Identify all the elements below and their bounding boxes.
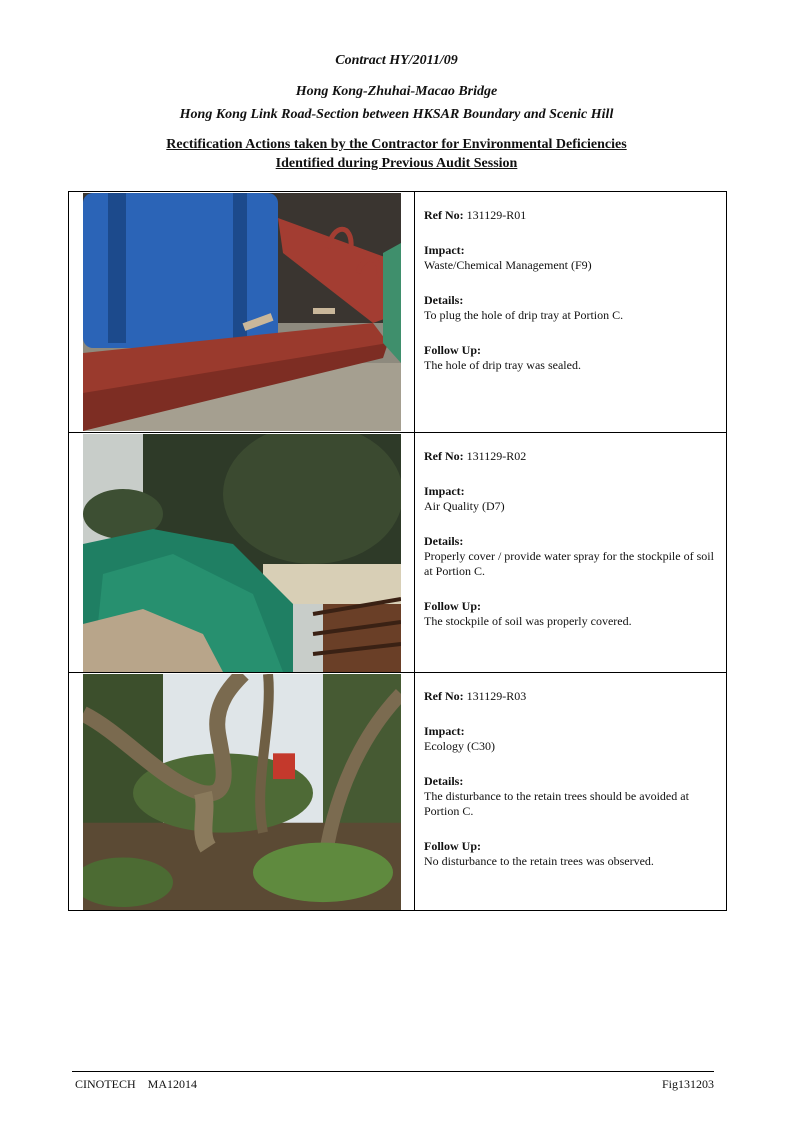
ref-label: Ref No: [424,208,464,222]
follow-up-value: The hole of drip tray was sealed. [424,358,581,372]
details-value: To plug the hole of drip tray at Portion C. [424,308,624,322]
details-label: Details: [424,774,464,788]
follow-up-label: Follow Up: [424,839,481,853]
follow-up-label: Follow Up: [424,343,481,357]
project-name: Hong Kong-Zhuhai-Macao Bridge [295,84,498,99]
impact-label: Impact: [424,724,465,738]
ref-number: 131129-R02 [466,449,527,463]
ref-label: Ref No: [424,689,464,703]
details-label: Details: [424,534,464,548]
retained-trees-photo [83,674,401,910]
ref-number: 131129-R01 [466,208,527,222]
details-value: The disturbance to the retain trees should be avoided at Portion C. [424,789,689,818]
impact-value: Ecology (C30) [424,739,495,753]
record-info [424,689,724,889]
impact-value: Waste/Chemical Management (F9) [424,258,592,272]
follow-up-value: No disturbance to the retain trees was observed. [424,854,654,868]
record-info [424,449,724,649]
details-value: Properly cover / provide water spray for the stockpile of soil at Portion C. [424,549,714,578]
follow-up-value: The stockpile of soil was properly covered. [424,614,632,628]
page-title-line1: Rectification Actions taken by the Contractor for Environmental Deficiencies [166,137,627,152]
impact-value: Air Quality (D7) [424,499,505,513]
photo-cell [69,433,415,673]
rectification-table [68,191,727,911]
impact-label: Impact: [424,484,465,498]
project-section: Hong Kong Link Road-Section between HKSAR Boundary and Scenic Hill [179,107,614,122]
ref-label: Ref No: [424,449,464,463]
page-title-line2: Identified during Previous Audit Session [275,156,518,171]
footer-figure-number: Fig131203 [661,1077,714,1091]
drip-tray-photo [83,193,401,431]
soil-stockpile-photo [83,434,401,672]
footer-company-code: CINOTECH MA12014 [75,1077,197,1091]
follow-up-label: Follow Up: [424,599,481,613]
impact-label: Impact: [424,243,465,257]
record-info [424,208,724,393]
photo-cell [69,192,415,432]
table-row [69,672,726,911]
table-row [69,192,726,432]
photo-cell [69,673,415,911]
ref-number: 131129-R03 [466,689,527,703]
table-row [69,432,726,673]
contract-number: Contract HY/2011/09 [335,53,458,68]
footer-divider [72,1071,714,1072]
details-label: Details: [424,293,464,307]
